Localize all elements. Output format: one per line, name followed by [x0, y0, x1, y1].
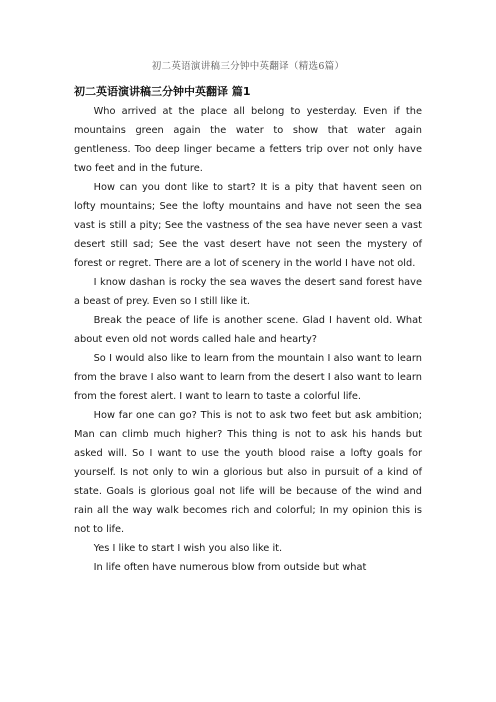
paragraph: Break the peace of life is another scene. Glad I havent old. What about even old not words called hale and hearty? [74, 315, 422, 345]
document-body [74, 84, 422, 577]
paragraph: So I would also like to learn from the mountain I also want to learn from the brave I also want to learn from the desert I also want to learn from the forest alert. I want to learn to taste a colorful life. [74, 353, 422, 402]
paragraph: How far one can go? This is not to ask two feet but ask ambition; Man can climb much higher? This thing is not to ask his hands but asked will. So I want to use the youth blood raise a lofty goals for yourself. Is not only to win a glorious but also in pursuit of a kind of state. Goals is glorious goal not life will be because of the wind and rain all the way walk becomes rich and colorful; In my opinion this is not to life. [74, 410, 422, 535]
paragraph: Who arrived at the place all belong to yesterday. Even if the mountains green again the water to show that water again gentleness. Too deep linger became a fetters trip over not only have two feet and in the future. [74, 106, 422, 174]
running-header: 初二英语演讲稿三分钟中英翻译（精选6篇） [151, 61, 345, 72]
section-title: 初二英语演讲稿三分钟中英翻译 篇1 [74, 85, 251, 98]
paragraph: Yes I like to start I wish you also like it. [93, 543, 283, 554]
paragraph: How can you dont like to start? It is a pity that havent seen on lofty mountains; See the lofty mountains and have not seen the sea vast is still a pity; See the vastness of the sea have never seen a vast desert still sad; See the vast desert have not seen the mystery of forest or regret. There are a lot of scenery in the world I have not old. [74, 182, 422, 269]
paragraph: In life often have numerous blow from outside but what [93, 562, 367, 573]
paragraph: I know dashan is rocky the sea waves the desert sand forest have a beast of prey. Even so I still like it. [74, 277, 422, 307]
